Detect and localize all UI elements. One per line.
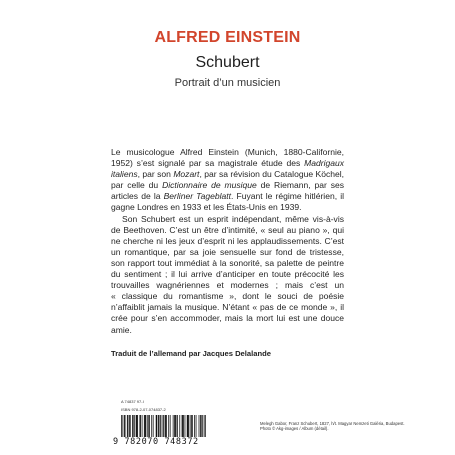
barcode-bar [134, 415, 135, 437]
barcode-bar [204, 415, 205, 437]
barcode-bar [156, 415, 157, 437]
blurb-italic-title: Berliner Tageblatt [163, 191, 232, 202]
catalog-code: A 74837 97-I [121, 399, 144, 404]
barcode-bar [205, 415, 206, 437]
barcode-bar [132, 415, 133, 437]
barcode-bar [187, 415, 188, 437]
barcode-bar [139, 415, 140, 437]
barcode-bar [165, 415, 166, 437]
blurb-text: . Fuyant le régime hitlérien, il gagne Londres en 1933 et les États-Unis en 1939. [111, 191, 344, 213]
book-title: Schubert [195, 54, 260, 71]
blurb-text: de Riemann, par ses articles de la [111, 180, 344, 202]
blurb-text: , par son [137, 169, 174, 180]
barcode-bar [160, 415, 161, 437]
barcode-bar [156, 415, 157, 437]
barcode-bar [147, 415, 148, 437]
barcode-bar [145, 415, 146, 437]
barcode-bar [121, 415, 122, 437]
barcode-bar [153, 415, 154, 437]
barcode-bar [168, 415, 169, 437]
barcode-bar [191, 415, 192, 437]
barcode-bar [185, 415, 186, 437]
barcode-bar [188, 415, 189, 437]
barcode-bar [137, 415, 138, 437]
image-credits [260, 421, 405, 431]
barcode-bar [202, 415, 203, 437]
barcode-bar [145, 415, 146, 437]
barcode-bar [194, 415, 195, 437]
barcode-bar [129, 415, 130, 437]
blurb-text: , par sa révision du Catalogue Köchel, par celle du [111, 169, 344, 191]
barcode-bar [149, 415, 150, 437]
barcode-bar [125, 415, 126, 437]
barcode-bar [158, 415, 159, 437]
blurb-paragraph-2: Son Schubert est un esprit indépendant, même vis-à-vis de Beethoven. C’est un être d’intimité, « seul au piano », qui ne cherche ni les jeux d’esprit ni les applaudissements. C’est un romantique, par sa joie sensuelle sur fond de tristesse, son rapport tout immédiat à la sonorité, sa palette de peintre du sentiment ; il lui arrive d’anticiper en toute précocité les trouvailles wagnériennes et modernes ; mais c’est un « classique du romantisme », dont le souci de poésie n’affaiblit jamais la musique. N’étant « pas de ce monde », il crée pour s’en accommoder, mais la mort lui est une douce amie. [111, 213, 344, 335]
barcode-bar [127, 415, 128, 437]
barcode-bar [162, 415, 163, 437]
barcode-bar [190, 415, 191, 437]
barcode-bar [173, 415, 174, 437]
author-name: ALFRED EINSTEIN [154, 29, 301, 46]
barcode-bar [199, 415, 200, 437]
barcode-bar [133, 415, 134, 437]
credit-line-2: Photo © Akg-images / Album (détail). [260, 426, 329, 432]
barcode-bar [183, 415, 184, 437]
blurb-paragraph-1 [111, 147, 344, 214]
barcode-bar [163, 415, 164, 437]
barcode-bar [165, 415, 166, 437]
barcode-bar [159, 415, 160, 437]
isbn-text: ISBN 978-2-07-074837-2 [121, 407, 166, 412]
book-subtitle: Portrait d’un musicien [174, 77, 281, 89]
barcode-bar [200, 415, 201, 437]
barcode-bar [144, 415, 145, 437]
barcode-bar [192, 415, 193, 437]
barcode-bar [122, 415, 123, 437]
barcode-bar [188, 415, 189, 437]
barcode-bar [151, 415, 152, 437]
translator-credit: Traduit de l’allemand par Jacques Delalande [111, 349, 271, 358]
barcode-bar [176, 415, 177, 437]
barcode-bar [170, 415, 171, 437]
barcode-image [121, 415, 206, 437]
blurb-italic-title: Dictionnaire de musique [162, 180, 257, 191]
barcode-bar [137, 415, 138, 437]
back-cover-blurb [111, 147, 344, 336]
barcode-bar [128, 415, 129, 437]
barcode-bar [201, 415, 202, 437]
barcode-bar [174, 415, 175, 437]
barcode-digits: 9 782070 748372 [113, 437, 199, 447]
barcode-bar [148, 415, 149, 437]
barcode-bar [130, 415, 131, 437]
barcode-bar [177, 415, 178, 437]
barcode-block [111, 399, 211, 449]
blurb-italic-title: Madrigaux italiens [111, 158, 344, 180]
barcode-bar [166, 415, 167, 437]
barcode-bar [179, 415, 180, 437]
blurb-italic-title: Mozart [173, 169, 200, 180]
barcode-bar [136, 415, 137, 437]
barcode-bar [196, 415, 197, 437]
credit-line-1: Melegh Gabor, Franz Schubert, 1827, h/t. Magyar Nemzeti Galéria, Budapest. [260, 421, 405, 426]
barcode-bar [175, 415, 176, 437]
barcode-bar [124, 415, 125, 437]
barcode-bar [142, 415, 143, 437]
barcode-bar [140, 415, 141, 437]
barcode-bar [182, 415, 183, 437]
blurb-text: Le musicologue Alfred Einstein (Munich, 1880-Californie, 1952) s’est signalé par sa magistrale étude des [111, 147, 344, 169]
barcode-bar [182, 415, 183, 437]
